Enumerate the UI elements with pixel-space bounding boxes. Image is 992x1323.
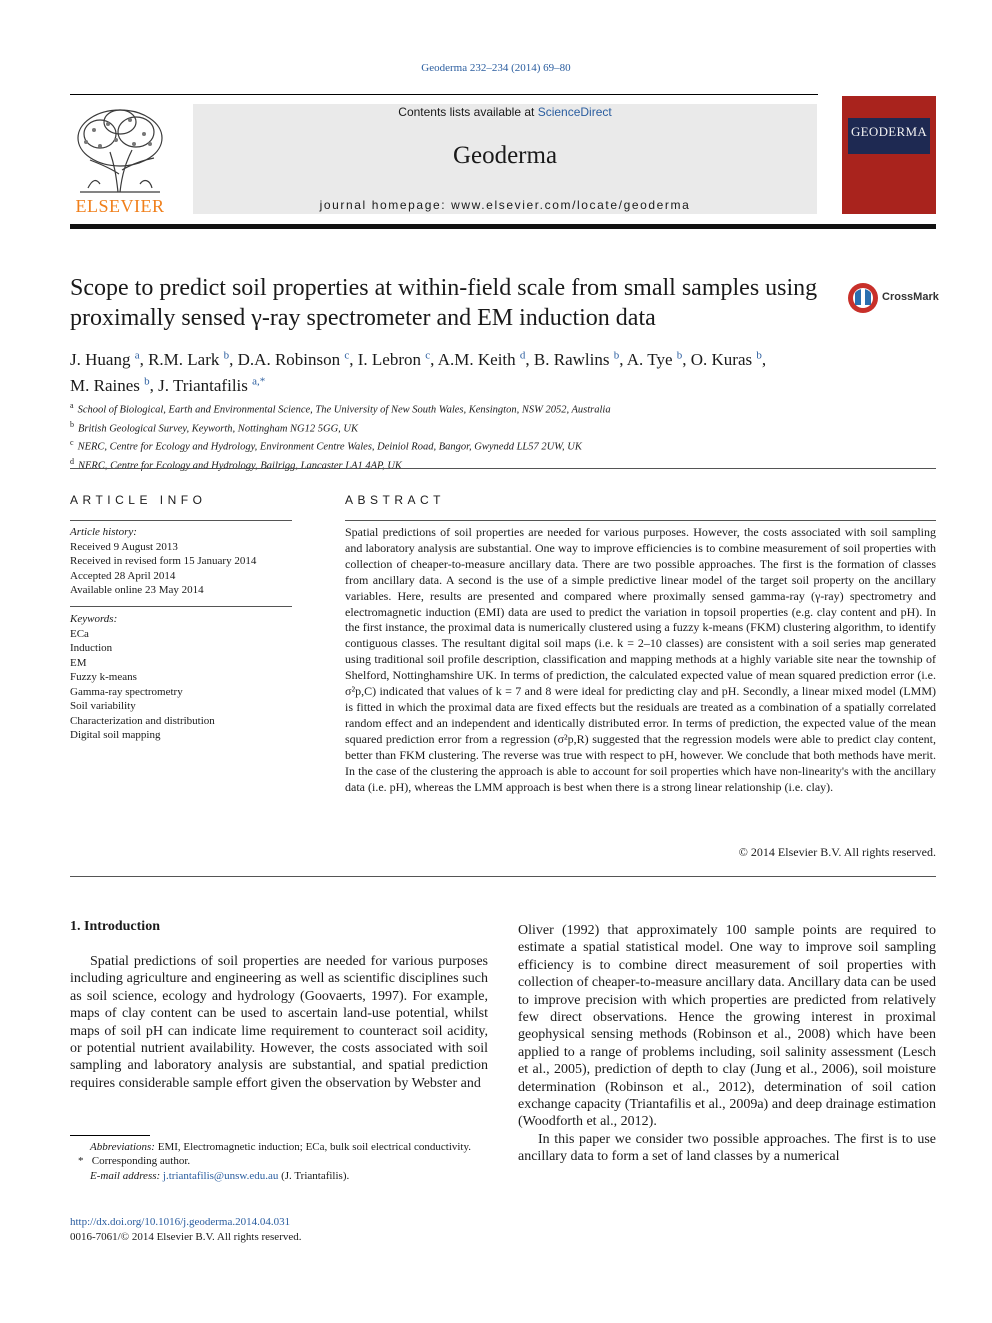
keyword: Gamma-ray spectrometry [70,685,183,698]
footnotes [70,1140,490,1183]
footnote-email: E-mail address: j.triantafilis@unsw.edu.au (J. Triantafilis). [90,1169,350,1182]
contents-line [193,105,817,119]
intro-paragraph: In this paper we consider two possible approaches. The first is to use ancillary data to form a set of land classes by a numerical [518,1131,936,1165]
article-info-heading: ARTICLE INFO [70,493,207,507]
abstract-heading: ABSTRACT [345,493,446,507]
contents-prefix: Contents lists available at [398,105,538,119]
journal-cover-title: GEODERMA [850,124,928,139]
footnote-rule [70,1135,150,1136]
keyword: Digital soil mapping [70,729,161,741]
history-item: Received in revised form 15 January 2014 [70,555,257,567]
author: D.A. Robinson $^c$, [237,349,358,369]
affiliations [70,399,936,474]
doi-block [70,1215,302,1244]
header-thick-rule [70,224,936,229]
keyword: Fuzzy k-means [70,671,137,683]
affiliation: $^a$ School of Biological, Earth and Environmental Science, The University of New South Wales, Kensington, NSW 2052, Australia [70,401,611,416]
journal-cover [842,96,936,214]
affiliation: $^b$ British Geological Survey, Keyworth, Nottingham NG12 5GG, UK [70,419,358,435]
history-item: Received 9 August 2013 [70,540,178,553]
history-item: Accepted 28 April 2014 [70,569,176,582]
journal-name: Geoderma [452,142,558,169]
affiliation: $^d$ NERC, Centre for Ecology and Hydrology, Bailrigg, Lancaster LA1 4AP, UK [70,457,402,472]
issn-line: 0016-7061/© 2014 Elsevier B.V. All rights reserved. [70,1230,302,1243]
keywords [70,612,292,743]
author: M. Raines $^b$, [70,375,159,396]
author: O. Kuras $^b$, [690,349,767,369]
article-info-rule [70,520,292,521]
keywords-label: Keywords: [70,613,118,625]
author: A.M. Keith $^d$, [437,349,534,369]
author: I. Lebron $^c$, [357,349,438,369]
intro-left-paragraph: Spatial predictions of soil properties are needed for various purposes including agriculture and engineering as well as scientific disciplines such as soil science, ecology and hydrology (Goovaerts, 1997). For example, maps of clay content can be used to ascertain land-use potential, whilst maps of soil pH can indicate lime requirement to counteract soil acidity, or potential nutrient availability. However, the costs associated with soil sampling and laboratory analysis are substantial, and spatial prediction requires considerable sample effort given the observation by Webster and [70,954,488,1091]
crossmark-label[interactable]: CrossMark [882,291,939,303]
publisher-name: ELSEVIER [75,196,165,216]
keyword: ECa [70,627,89,640]
keyword: Characterization and distribution [70,714,215,727]
abstract-rule [345,520,936,521]
author: J. Triantafilis $^{a,*}$ [158,375,266,396]
abstract-bottom-rule [70,876,936,877]
keywords-rule [70,606,292,607]
section-heading: 1. Introduction [70,919,160,934]
keyword: EM [70,656,87,669]
article-history [70,525,292,598]
sciencedirect-link[interactable]: ScienceDirect [537,105,612,119]
intro-right-column [518,922,936,1166]
journal-homepage[interactable]: journal homepage: www.elsevier.com/locate/geoderma [319,198,691,212]
keyword: Induction [70,642,113,654]
affiliation: $^c$ NERC, Centre for Ecology and Hydrology, Environment Centre Wales, Deiniol Road, Bangor, Gwynedd LL57 2UW, UK [70,438,582,453]
intro-paragraph: Oliver (1992) that approximately 100 sample points are required to estimate a spatial statistical model. One way to improve soil sampling efficiency is to combine direct measurement of soil properties with collection of cheaper-to-measure ancillary data. Ancillary data can be used to improve precision with which properties are predicted from relatively few direct observations. Hence the growing interest in proximal geophysical sensing methods (Robinson et al., 2008) which have been applied to a range of problems including, soil salinity assessment (Lesch et al., 2005), prediction of depth to clay (Jung et al., 2006), soil moisture determination (Robinson et al., 2012), determination of soil cation exchange capacity (Triantafilis et al., 2009a) and deep drainage estimation (Woodforth et al., 2012). [518,923,936,1130]
history-item: Available online 23 May 2014 [70,584,204,596]
abstract-text: Spatial predictions of soil properties are needed for various purposes. However, the costs associated with soil sampling and laboratory analysis are substantial. One way to improve efficiencies is to combine measurement of soil properties with collection of cheaper-to-measure ancillary data. There are two possible approaches. The first is the formation of classes from ancillary data. A second is the use of a simple predictive linear model of the target soil property on the ancillary variables. Here, results are presented and compared where proximally sensed gamma-ray (γ-ray) spectrometry and electromagnetic induction (EMI) data are used to predict the variation in topsoil properties (e.g. clay content and pH). In the first instance, the proximal data is numerically clustered using a fuzzy k-means (FKM) clustering algorithm, to identify contiguous classes. The resultant digital soil maps (i.e. k = 2–10 classes) are consistent with a soil series map generated using traditional soil profile description, classification and mapping methods at a highly variable site near the township of Shelford, Nottinghamshire UK. In terms of prediction, the calculated expected value of mean squared prediction error (i.e. σ²p,C) indicated that values of k = 7 and 8 were ideal for predicting clay and pH. Secondly, a linear mixed model (LMM) is fitted in which the proximal data are fixed effects but the residuals are treated as a combination of a spatially correlated random effect and an independent and identically distributed error. In terms of prediction, the expected value of the mean squared prediction error from a regression (σ²p,R) suggested that the regression models were able to predict clay content, better than FKM clustering. The reverse was true with respect to pH, however. We conclude that both methods have merit. In the case of the clustering the approach is able to account for soil properties which have non-linearity's with the ancillary data (i.e. pH), whereas the LMM approach is best when there is a strong linear relationship (i.e. clay). [345,525,936,794]
keyword: Soil variability [70,700,136,712]
affiliation-rule [70,468,936,469]
footnote-abbreviations: Abbreviations: EMI, Electromagnetic induction; ECa, bulk soil electrical conductivity. [90,1141,472,1153]
abstract-copyright: © 2014 Elsevier B.V. All rights reserved. [738,845,936,859]
author: J. Huang $^a$, [70,349,149,369]
doi-link[interactable]: http://dx.doi.org/10.1016/j.geoderma.2014.04.031 [70,1216,291,1228]
author: B. Rawlins $^b$, [533,349,627,369]
author-email-link[interactable]: j.triantafilis@unsw.edu.au [162,1169,279,1182]
author-list [70,344,936,397]
author: A. Tye $^b$, [626,349,691,369]
journal-citation[interactable]: Geoderma 232–234 (2014) 69–80 [421,62,571,74]
footnote-corresponding: * Corresponding author. [78,1155,191,1168]
article-title: Scope to predict soil properties at within-field scale from small samples using proximally sensed γ-ray spectrometer and EM induction data [70,275,818,331]
history-label: Article history: [70,526,137,538]
header-top-rule [70,94,818,95]
author: R.M. Lark $^b$, [148,349,238,369]
